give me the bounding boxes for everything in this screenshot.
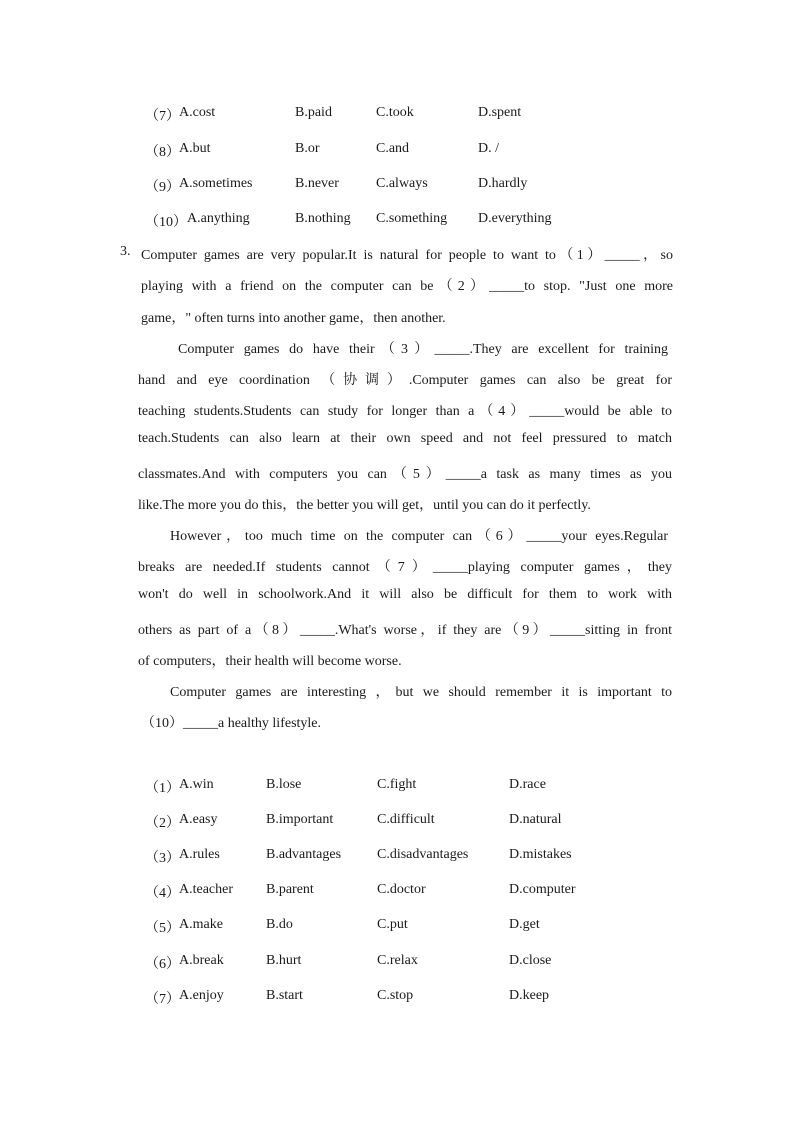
option-d: D.computer	[509, 882, 576, 897]
option-d: D.everything	[478, 211, 552, 226]
option-d: D.race	[509, 777, 546, 792]
passage-line: like.The more you do this，the better you will get，until you can do it perfectly.	[138, 498, 591, 513]
option-a: A.rules	[179, 847, 220, 862]
option-a: A.teacher	[179, 882, 234, 897]
option-a: A.sometimes	[179, 176, 253, 191]
option-a: A.break	[179, 953, 224, 968]
option-d: D.mistakes	[509, 847, 572, 862]
passage-line: won't do well in schoolwork.And it will also be difficult for them to work with	[138, 587, 672, 602]
option-b: B.start	[266, 988, 303, 1003]
option-a: A.anything	[187, 211, 250, 226]
passage-line: Computer games are very popular.It is natural for people to want to（1）_____，so	[141, 248, 673, 263]
passage-line: game，" often turns into another game，then another.	[141, 311, 446, 326]
option-d: D.spent	[478, 105, 522, 120]
option-b: B.do	[266, 917, 293, 932]
option-d: D. /	[478, 141, 499, 156]
passage-line: classmates.And with computers you can（5）_____a task as many times as you	[138, 467, 672, 482]
option-number: （7）	[145, 109, 180, 124]
option-number: （5）	[145, 921, 180, 936]
option-d: D.hardly	[478, 176, 528, 191]
passage-line: teach.Students can also learn at their own speed and not feel pressured to match	[138, 431, 672, 446]
option-number: （10）	[145, 215, 187, 230]
option-b: B.advantages	[266, 847, 342, 862]
option-a: A.win	[179, 777, 214, 792]
option-b: B.paid	[295, 105, 332, 120]
option-b: B.important	[266, 812, 334, 827]
option-a: A.but	[179, 141, 211, 156]
option-number: （8）	[145, 145, 180, 160]
passage-line: Computer games are interesting ，but we should remember it is important to	[170, 685, 672, 700]
question-number: 3.	[120, 244, 131, 259]
option-d: D.close	[509, 953, 552, 968]
option-c: C.stop	[377, 988, 414, 1003]
option-c: C.difficult	[377, 812, 435, 827]
option-d: D.get	[509, 917, 540, 932]
option-c: C.and	[376, 141, 410, 156]
option-c: C.disadvantages	[377, 847, 469, 862]
passage-line: hand and eye coordination （协调）.Computer games can also be great for	[138, 373, 672, 388]
option-b: B.nothing	[295, 211, 351, 226]
passage-line: Computer games do have their（3）_____.They are excellent for training	[178, 342, 668, 357]
passage-line: However，too much time on the computer can（6）_____your eyes.Regular	[170, 529, 668, 544]
option-number: （1）	[145, 781, 180, 796]
option-b: B.parent	[266, 882, 314, 897]
option-c: C.always	[376, 176, 428, 191]
option-number: （2）	[145, 816, 180, 831]
option-c: C.relax	[377, 953, 418, 968]
option-b: B.or	[295, 141, 320, 156]
option-a: A.easy	[179, 812, 218, 827]
option-c: C.fight	[377, 777, 417, 792]
option-c: C.doctor	[377, 882, 426, 897]
option-d: D.keep	[509, 988, 550, 1003]
option-c: C.took	[376, 105, 414, 120]
passage-line: others as part of a（8）_____.What's worse，if they are（9）_____sitting in front	[138, 623, 672, 638]
passage-line: breaks are needed.If students cannot（7）_____playing computer games，they	[138, 560, 672, 575]
option-a: A.make	[179, 917, 223, 932]
passage-line: teaching students.Students can study for longer than a（4）_____would be able to	[138, 404, 672, 419]
option-b: B.hurt	[266, 953, 302, 968]
option-d: D.natural	[509, 812, 562, 827]
option-c: C.something	[376, 211, 448, 226]
option-b: B.lose	[266, 777, 302, 792]
passage-line: of computers，their health will become worse.	[138, 654, 402, 669]
option-a: A.cost	[179, 105, 216, 120]
option-number: （9）	[145, 180, 180, 195]
option-c: C.put	[377, 917, 408, 932]
passage-line: （10）_____a healthy lifestyle.	[141, 716, 322, 731]
option-number: （6）	[145, 957, 180, 972]
option-number: （4）	[145, 886, 180, 901]
passage-line: playing with a friend on the computer can be（2）_____to stop. "Just one more	[141, 279, 673, 294]
option-number: （3）	[145, 851, 180, 866]
option-b: B.never	[295, 176, 339, 191]
option-number: （7）	[145, 992, 180, 1007]
option-a: A.enjoy	[179, 988, 224, 1003]
